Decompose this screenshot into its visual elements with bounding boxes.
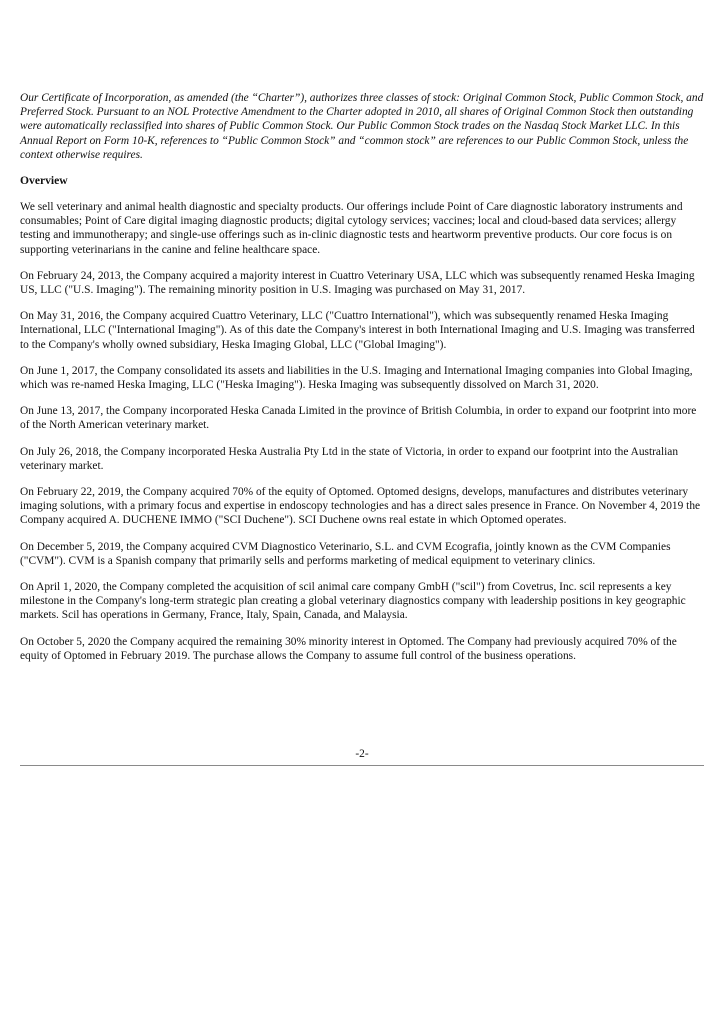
- page-footer: [20, 747, 704, 766]
- document-body: [20, 91, 704, 675]
- paragraph-scil-acquisition: On April 1, 2020, the Company completed the acquisition of scil animal care company GmbH ("scil") from Covetrus, Inc. scil represents a key milestone in the Company's long-term strategic plan creating a global veterinary diagnostics company with leadership positions in key geographic markets. Scil has operations in Germany, France, Italy, Spain, Canada, and Malaysia.: [20, 581, 686, 622]
- paragraph-optomed-minority-interest: On October 5, 2020 the Company acquired the remaining 30% minority interest in Optomed. The Company had previously acquired 70% of the equity of Optomed in February 2019. The purchase allows the Company to assume full control of the business operations.: [20, 635, 677, 662]
- paragraph-optomed-acquisition: On February 22, 2019, the Company acquired 70% of the equity of Optomed. Optomed designs, develops, manufactures and distributes veterinary imaging solutions, with a primary focus and expertise in endoscopy technologies and has a direct sales presence in France. On November 4, 2019 the Company acquired A. DUCHENE IMMO ("SCI Duchene"). SCI Duchene owns real estate in which Optomed operates.: [20, 486, 701, 527]
- paragraph-heska-australia: On July 26, 2018, the Company incorporated Heska Australia Pty Ltd in the state of Victoria, in order to expand our footprint into the Australian veterinary market.: [20, 445, 679, 472]
- page-number: -2-: [355, 748, 369, 760]
- paragraph-imaging-consolidation: On June 1, 2017, the Company consolidated its assets and liabilities in the U.S. Imaging and International Imaging companies into Global Imaging, which was re-named Heska Imaging, LLC ("Heska Imaging"). Heska Imaging was subsequently dissolved on March 31, 2020.: [20, 364, 693, 392]
- overview-heading: Overview: [20, 174, 68, 188]
- certificate-of-incorporation-note: Our Certificate of Incorporation, as amended (the “Charter”), authorizes three classes of stock: Original Common Stock, Public Common Stock, and Preferred Stock. Pursuant to an NOL Protective Amendment to the Charter adopted in 2010, all shares of Original Common Stock then outstanding were automatically reclassified into shares of Public Common Stock. Our Public Common Stock trades on the Nasdaq Stock Market LLC. In this Annual Report on Form 10-K, references to “Public Common Stock” and “common stock” are references to our Public Common Stock, unless the context otherwise requires.: [20, 92, 704, 161]
- paragraph-cuattro-international-acquisition: On May 31, 2016, the Company acquired Cuattro Veterinary, LLC ("Cuattro International"), which was subsequently renamed Heska Imaging International, LLC ("International Imaging"). As of this date the Company's interest in both International Imaging and U.S. Imaging was transferred to the Company's wholly owned subsidiary, Heska Imaging Global, LLC ("Global Imaging").: [20, 310, 695, 351]
- paragraph-cuattro-usa-acquisition: On February 24, 2013, the Company acquired a majority interest in Cuattro Veterinary USA, LLC which was subsequently renamed Heska Imaging US, LLC ("U.S. Imaging"). The remaining minority position in U.S. Imaging was purchased on May 31, 2017.: [20, 269, 695, 297]
- paragraph-business-description: We sell veterinary and animal health diagnostic and specialty products. Our offerings include Point of Care diagnostic laboratory instruments and consumables; Point of Care digital imaging diagnostic products; digital cytology services; vaccines; local and cloud-based data services; allergy testing and immunotherapy; and single-use offerings such as in-clinic diagnostic tests and heartworm preventive products. Our core focus is on supporting veterinarians in the canine and feline healthcare space.: [20, 201, 683, 256]
- paragraph-heska-canada: On June 13, 2017, the Company incorporated Heska Canada Limited in the province of British Columbia, in order to expand our footprint into more of the North American veterinary market.: [20, 405, 697, 432]
- paragraph-cvm-acquisition: On December 5, 2019, the Company acquired CVM Diagnostico Veterinario, S.L. and CVM Ecografia, jointly known as the CVM Companies ("CVM"). CVM is a Spanish company that primarily sells and performs marketing of medical equipment to veterinary clinics.: [20, 540, 671, 567]
- footer-divider: [20, 765, 704, 766]
